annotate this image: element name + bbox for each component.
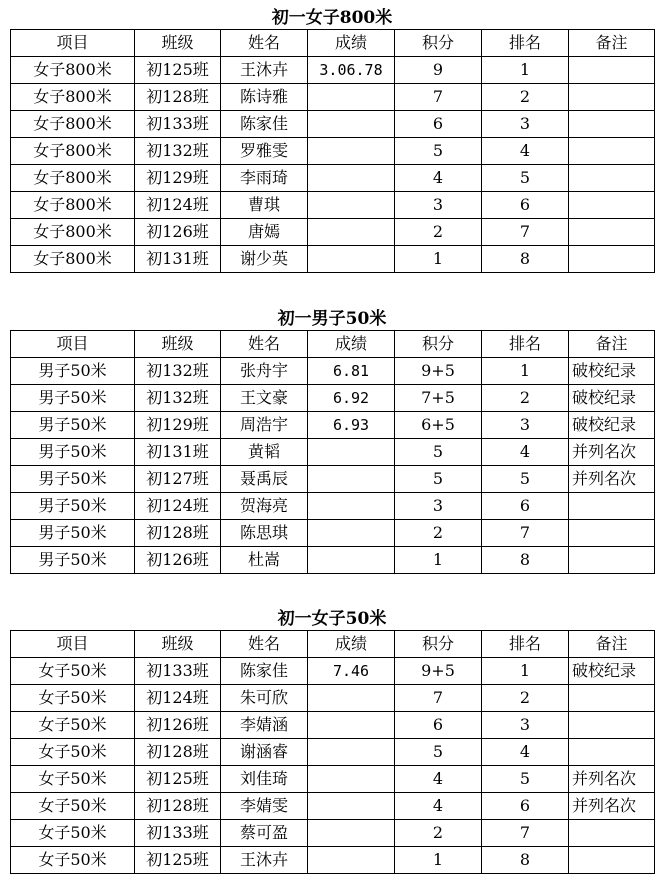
event-cell: 女子50米: [11, 820, 135, 847]
note-cell: [569, 739, 655, 766]
header-rank: 排名: [482, 631, 569, 658]
note-cell: [569, 138, 655, 165]
event-cell: 男子50米: [11, 493, 135, 520]
points-cell: 2: [395, 520, 482, 547]
athlete-name-cell: 黄韬: [221, 439, 308, 466]
header-note: 备注: [569, 30, 655, 57]
rank-cell: 5: [482, 165, 569, 192]
event-cell: 女子800米: [11, 84, 135, 111]
event-cell: 女子50米: [11, 793, 135, 820]
header-class: 班级: [135, 30, 221, 57]
class-cell: 初124班: [135, 493, 221, 520]
class-cell: 初124班: [135, 192, 221, 219]
rank-cell: 2: [482, 685, 569, 712]
header-score: 成绩: [308, 631, 395, 658]
note-cell: 破校纪录: [569, 658, 655, 685]
class-cell: 初124班: [135, 685, 221, 712]
rank-cell: 1: [482, 358, 569, 385]
athlete-name-cell: 朱可欣: [221, 685, 308, 712]
rank-cell: 3: [482, 111, 569, 138]
points-cell: 7: [395, 685, 482, 712]
points-cell: 4: [395, 766, 482, 793]
event-cell: 男子50米: [11, 520, 135, 547]
table-row: [11, 466, 655, 493]
event-cell: 女子800米: [11, 57, 135, 84]
note-cell: 并列名次: [569, 766, 655, 793]
table-row: [11, 57, 655, 84]
score-cell: [308, 138, 395, 165]
event-cell: 女子800米: [11, 219, 135, 246]
header-note: 备注: [569, 331, 655, 358]
score-cell: 6.92: [308, 385, 395, 412]
table-header-row: [11, 30, 655, 57]
event-cell: 男子50米: [11, 358, 135, 385]
event-cell: 女子50米: [11, 766, 135, 793]
note-cell: 并列名次: [569, 466, 655, 493]
score-cell: [308, 547, 395, 574]
note-cell: [569, 192, 655, 219]
points-cell: 2: [395, 820, 482, 847]
table-row: [11, 385, 655, 412]
class-cell: 初125班: [135, 57, 221, 84]
event-cell: 男子50米: [11, 547, 135, 574]
athlete-name-cell: 李婧涵: [221, 712, 308, 739]
header-note: 备注: [569, 631, 655, 658]
rank-cell: 4: [482, 739, 569, 766]
athlete-name-cell: 周浩宇: [221, 412, 308, 439]
points-cell: 4: [395, 165, 482, 192]
class-cell: 初133班: [135, 658, 221, 685]
table-row: [11, 739, 655, 766]
class-cell: 初126班: [135, 712, 221, 739]
table-header-row: [11, 631, 655, 658]
table-row: [11, 793, 655, 820]
rank-cell: 5: [482, 766, 569, 793]
points-cell: 5: [395, 439, 482, 466]
rank-cell: 3: [482, 412, 569, 439]
score-cell: [308, 246, 395, 273]
table-row: [11, 192, 655, 219]
event-cell: 女子50米: [11, 685, 135, 712]
note-cell: [569, 685, 655, 712]
note-cell: [569, 820, 655, 847]
table-row: [11, 766, 655, 793]
note-cell: [569, 219, 655, 246]
table-row: [11, 358, 655, 385]
points-cell: 7: [395, 84, 482, 111]
athlete-name-cell: 罗雅雯: [221, 138, 308, 165]
athlete-name-cell: 陈家佳: [221, 111, 308, 138]
athlete-name-cell: 张舟宇: [221, 358, 308, 385]
rank-cell: 7: [482, 820, 569, 847]
points-cell: 6+5: [395, 412, 482, 439]
section-title: 初一女子50米: [277, 609, 387, 629]
points-cell: 9+5: [395, 358, 482, 385]
points-cell: 9: [395, 57, 482, 84]
event-cell: 女子50米: [11, 658, 135, 685]
header-name: 姓名: [221, 30, 308, 57]
table-row: [11, 520, 655, 547]
athlete-name-cell: 王沐卉: [221, 847, 308, 874]
athlete-name-cell: 谢涵睿: [221, 739, 308, 766]
class-cell: 初125班: [135, 766, 221, 793]
score-cell: [308, 493, 395, 520]
points-cell: 1: [395, 847, 482, 874]
note-cell: 破校纪录: [569, 385, 655, 412]
points-cell: 7+5: [395, 385, 482, 412]
note-cell: [569, 246, 655, 273]
note-cell: 破校纪录: [569, 358, 655, 385]
table-row: [11, 847, 655, 874]
class-cell: 初133班: [135, 111, 221, 138]
event-cell: 男子50米: [11, 439, 135, 466]
table-row: [11, 84, 655, 111]
class-cell: 初128班: [135, 84, 221, 111]
header-points: 积分: [395, 30, 482, 57]
note-cell: [569, 847, 655, 874]
athlete-name-cell: 李婧雯: [221, 793, 308, 820]
results-section-girls-50m: [10, 608, 654, 874]
note-cell: [569, 520, 655, 547]
athlete-name-cell: 蔡可盈: [221, 820, 308, 847]
header-class: 班级: [135, 331, 221, 358]
class-cell: 初132班: [135, 385, 221, 412]
athlete-name-cell: 陈思琪: [221, 520, 308, 547]
header-score: 成绩: [308, 331, 395, 358]
points-cell: 5: [395, 466, 482, 493]
rank-cell: 6: [482, 192, 569, 219]
rank-cell: 7: [482, 219, 569, 246]
note-cell: [569, 493, 655, 520]
table-row: [11, 246, 655, 273]
class-cell: 初133班: [135, 820, 221, 847]
points-cell: 6: [395, 111, 482, 138]
event-cell: 女子50米: [11, 739, 135, 766]
results-section-boys-50m: [10, 308, 654, 574]
score-cell: [308, 84, 395, 111]
points-cell: 5: [395, 739, 482, 766]
score-cell: 6.81: [308, 358, 395, 385]
results-table: [10, 330, 655, 574]
athlete-name-cell: 曹琪: [221, 192, 308, 219]
score-cell: [308, 219, 395, 246]
score-cell: 3.06.78: [308, 57, 395, 84]
table-row: [11, 547, 655, 574]
points-cell: 4: [395, 793, 482, 820]
header-event: 项目: [11, 30, 135, 57]
section-title: 初一男子50米: [277, 309, 387, 329]
table-row: [11, 138, 655, 165]
points-cell: 3: [395, 192, 482, 219]
event-cell: 女子800米: [11, 111, 135, 138]
header-score: 成绩: [308, 30, 395, 57]
points-cell: 9+5: [395, 658, 482, 685]
table-row: [11, 412, 655, 439]
rank-cell: 2: [482, 84, 569, 111]
table-row: [11, 820, 655, 847]
athlete-name-cell: 陈家佳: [221, 658, 308, 685]
class-cell: 初126班: [135, 547, 221, 574]
header-name: 姓名: [221, 631, 308, 658]
rank-cell: 7: [482, 520, 569, 547]
table-row: [11, 712, 655, 739]
score-cell: 7.46: [308, 658, 395, 685]
class-cell: 初127班: [135, 466, 221, 493]
table-row: [11, 439, 655, 466]
score-cell: [308, 739, 395, 766]
header-event: 项目: [11, 631, 135, 658]
results-table: [10, 630, 655, 874]
header-rank: 排名: [482, 331, 569, 358]
results-section-girls-800m: [10, 7, 654, 273]
rank-cell: 8: [482, 246, 569, 273]
score-cell: [308, 766, 395, 793]
score-cell: [308, 793, 395, 820]
rank-cell: 6: [482, 793, 569, 820]
event-cell: 女子800米: [11, 165, 135, 192]
athlete-name-cell: 陈诗雅: [221, 84, 308, 111]
score-cell: [308, 439, 395, 466]
athlete-name-cell: 王沐卉: [221, 57, 308, 84]
class-cell: 初131班: [135, 439, 221, 466]
athlete-name-cell: 李雨琦: [221, 165, 308, 192]
class-cell: 初131班: [135, 246, 221, 273]
score-cell: [308, 820, 395, 847]
class-cell: 初125班: [135, 847, 221, 874]
event-cell: 女子800米: [11, 246, 135, 273]
points-cell: 2: [395, 219, 482, 246]
points-cell: 1: [395, 547, 482, 574]
athlete-name-cell: 杜嵩: [221, 547, 308, 574]
athlete-name-cell: 刘佳琦: [221, 766, 308, 793]
event-cell: 男子50米: [11, 466, 135, 493]
event-cell: 女子50米: [11, 712, 135, 739]
note-cell: [569, 165, 655, 192]
points-cell: 3: [395, 493, 482, 520]
rank-cell: 1: [482, 57, 569, 84]
score-cell: 6.93: [308, 412, 395, 439]
table-header-row: [11, 331, 655, 358]
header-event: 项目: [11, 331, 135, 358]
score-cell: [308, 111, 395, 138]
score-cell: [308, 192, 395, 219]
event-cell: 女子800米: [11, 138, 135, 165]
points-cell: 1: [395, 246, 482, 273]
class-cell: 初128班: [135, 520, 221, 547]
score-cell: [308, 685, 395, 712]
header-class: 班级: [135, 631, 221, 658]
class-cell: 初128班: [135, 739, 221, 766]
athlete-name-cell: 谢少英: [221, 246, 308, 273]
athlete-name-cell: 贺海亮: [221, 493, 308, 520]
event-cell: 男子50米: [11, 385, 135, 412]
table-row: [11, 111, 655, 138]
note-cell: 并列名次: [569, 439, 655, 466]
table-row: [11, 658, 655, 685]
rank-cell: 8: [482, 847, 569, 874]
note-cell: [569, 712, 655, 739]
score-cell: [308, 466, 395, 493]
header-points: 积分: [395, 631, 482, 658]
class-cell: 初132班: [135, 358, 221, 385]
score-cell: [308, 712, 395, 739]
class-cell: 初132班: [135, 138, 221, 165]
header-name: 姓名: [221, 331, 308, 358]
class-cell: 初129班: [135, 165, 221, 192]
score-cell: [308, 165, 395, 192]
note-cell: 并列名次: [569, 793, 655, 820]
score-cell: [308, 520, 395, 547]
class-cell: 初128班: [135, 793, 221, 820]
event-cell: 女子50米: [11, 847, 135, 874]
results-table: [10, 29, 655, 273]
rank-cell: 6: [482, 493, 569, 520]
rank-cell: 4: [482, 138, 569, 165]
rank-cell: 1: [482, 658, 569, 685]
rank-cell: 4: [482, 439, 569, 466]
points-cell: 6: [395, 712, 482, 739]
note-cell: [569, 84, 655, 111]
score-cell: [308, 847, 395, 874]
event-cell: 男子50米: [11, 412, 135, 439]
note-cell: 破校纪录: [569, 412, 655, 439]
note-cell: [569, 547, 655, 574]
class-cell: 初126班: [135, 219, 221, 246]
class-cell: 初129班: [135, 412, 221, 439]
header-points: 积分: [395, 331, 482, 358]
header-rank: 排名: [482, 30, 569, 57]
table-row: [11, 165, 655, 192]
note-cell: [569, 111, 655, 138]
table-row: [11, 493, 655, 520]
section-title: 初一女子800米: [271, 8, 393, 28]
athlete-name-cell: 聂禹辰: [221, 466, 308, 493]
rank-cell: 8: [482, 547, 569, 574]
athlete-name-cell: 唐嫣: [221, 219, 308, 246]
athlete-name-cell: 王文豪: [221, 385, 308, 412]
points-cell: 5: [395, 138, 482, 165]
event-cell: 女子800米: [11, 192, 135, 219]
rank-cell: 5: [482, 466, 569, 493]
rank-cell: 2: [482, 385, 569, 412]
table-row: [11, 685, 655, 712]
rank-cell: 3: [482, 712, 569, 739]
note-cell: [569, 57, 655, 84]
table-row: [11, 219, 655, 246]
